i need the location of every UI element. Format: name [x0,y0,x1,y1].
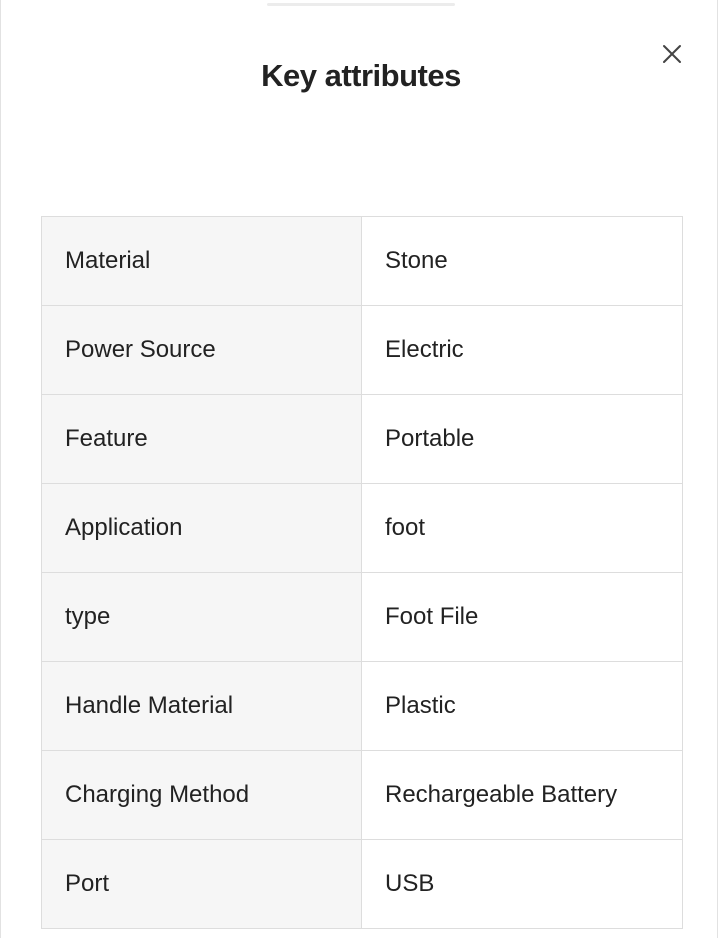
table-row [42,484,683,573]
table-row [42,395,683,484]
drag-handle[interactable] [267,3,455,6]
attribute-value: USB [362,840,683,929]
table-row [42,662,683,751]
attribute-key: Application [42,484,362,573]
attribute-value: foot [362,484,683,573]
attributes-table [41,216,683,929]
attribute-value: Rechargeable Battery [362,751,683,840]
attribute-value: Portable [362,395,683,484]
table-row [42,217,683,306]
close-button[interactable] [657,39,687,69]
attribute-value: Electric [362,306,683,395]
attribute-key: Handle Material [42,662,362,751]
attribute-key: Material [42,217,362,306]
table-row [42,573,683,662]
close-icon [662,44,682,64]
attribute-value: Foot File [362,573,683,662]
sheet-title: Key attributes [261,58,461,93]
attribute-key: Power Source [42,306,362,395]
attribute-key: type [42,573,362,662]
table-row [42,751,683,840]
attribute-key: Port [42,840,362,929]
attribute-key: Feature [42,395,362,484]
attribute-key: Charging Method [42,751,362,840]
attribute-value: Stone [362,217,683,306]
attribute-value: Plastic [362,662,683,751]
table-row [42,306,683,395]
table-row [42,840,683,929]
